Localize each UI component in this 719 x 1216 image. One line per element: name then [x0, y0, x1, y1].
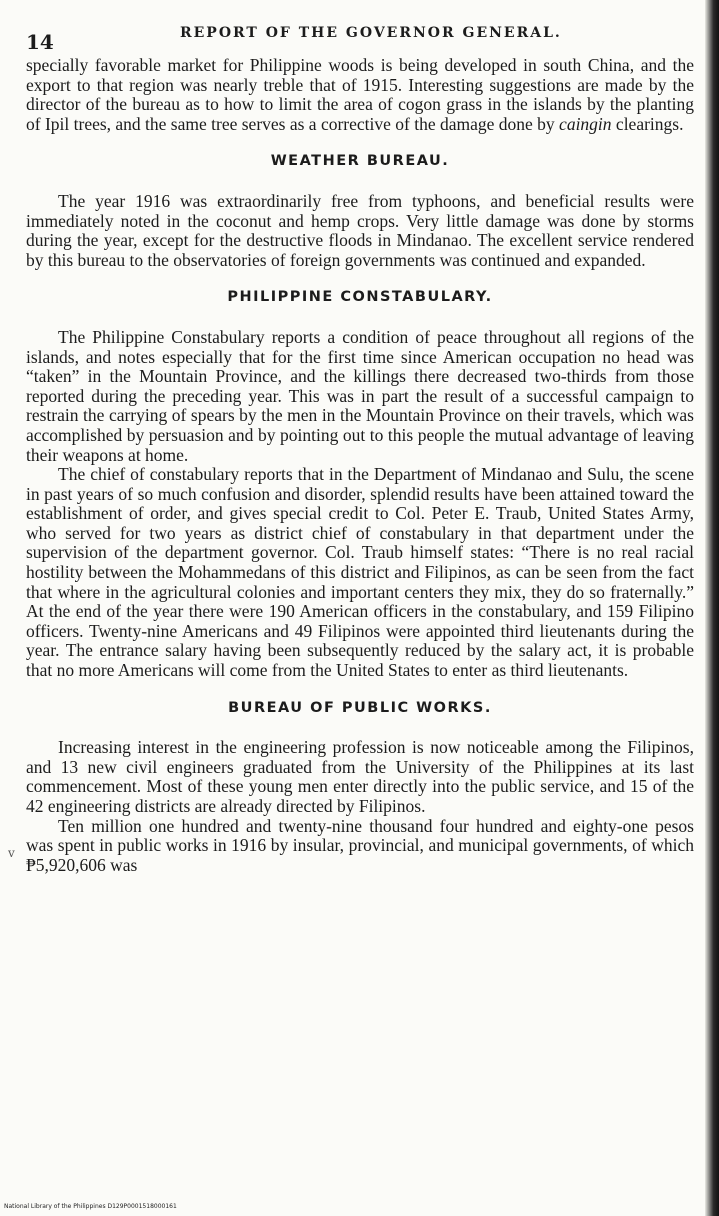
intro-paragraph: [26, 56, 694, 134]
page-number: 14: [26, 30, 54, 54]
intro-text: specially favorable market for Philippine woods is being developed in south China, and the export to that region was nearly treble that of 1915. Interesting suggestions are made by the director of the bureau as to how to limit the area of cogon grass in the islands by the planting of Ipil trees, and the same tree serves as a corrective of the damage done by: [26, 55, 694, 134]
constabulary-paragraph-2: The chief of constabulary reports that in the Department of Mindanao and Sulu, the scene in past years of so much confusion and disorder, splendid results have been attained toward the establishment of order, and gives special credit to Col. Peter E. Traub, United States Army, who served for two years as district chief of constabulary in that department under the supervision of the department governor. Col. Traub himself states: “There is no real racial hostility between the Mohammedans of this district and Filipinos, as can be seen from the fact that where in the agricultural colonies and important centers they mix, they do so fraternally.” At the end of the year there were 190 American officers in the constabulary, and 159 Filipino officers. Twenty-nine Americans and 49 Filipinos were appointed third lieutenants during the year. The entrance salary having been subsequently reduced by the salary act, it is probable that no more Americans will come from the United States to enter as third lieutenants.: [26, 464, 694, 681]
constabulary-paragraph-1: The Philippine Constabulary reports a condition of peace throughout all regions of the islands, and notes especially that for the first time since American occupation no head was “taken” in the Mountain Province, and the killings there decreased two-thirds from those reported during the preceding year. This was in part the result of a successful campaign to restrain the carrying of spears by the men in the Mountain Province on their travels, which was accomplished by persuasion and by pointing out to this people the mutual advantage of leaving their weapons at home.: [26, 326, 694, 465]
section-heading-constabulary: PHILIPPINE CONSTABULARY.: [227, 289, 493, 306]
intro-text-end: clearings.: [615, 113, 684, 134]
page-edge-shadow: [705, 0, 719, 1216]
scan-footer: National Library of the Philippines D129P0001518000161: [4, 1203, 177, 1210]
public-works-paragraph-2: Ten million one hundred and twenty-nine thousand four hundred and eighty-one pesos was spent in public works in 1916 by insular, provincial, and municipal governments, of which ₱5,920,606 was: [26, 815, 694, 875]
intro-italic-word: caingin: [559, 113, 612, 134]
running-head: REPORT OF THE GOVERNOR GENERAL.: [180, 25, 562, 41]
margin-mark: v: [8, 846, 15, 860]
section-heading-public-works: BUREAU OF PUBLIC WORKS.: [228, 699, 492, 716]
section-heading-weather: WEATHER BUREAU.: [270, 153, 450, 170]
public-works-paragraph-1: Increasing interest in the engineering profession is now noticeable among the Filipinos, and 13 new civil engineers graduated from the University of the Philippines at its last commencement. Most of these young men enter directly into the public service, and 15 of the 42 engineering districts are already directed by Filipinos.: [26, 737, 694, 816]
body-text: [26, 56, 694, 875]
weather-paragraph-1: The year 1916 was extraordinarily free from typhoons, and beneficial results were immediately noted in the coconut and hemp crops. Very little damage was done by storms during the year, except for the destructive floods in Mindanao. The excellent service rendered by this bureau to the observatories of foreign governments was continued and expanded.: [26, 190, 694, 270]
